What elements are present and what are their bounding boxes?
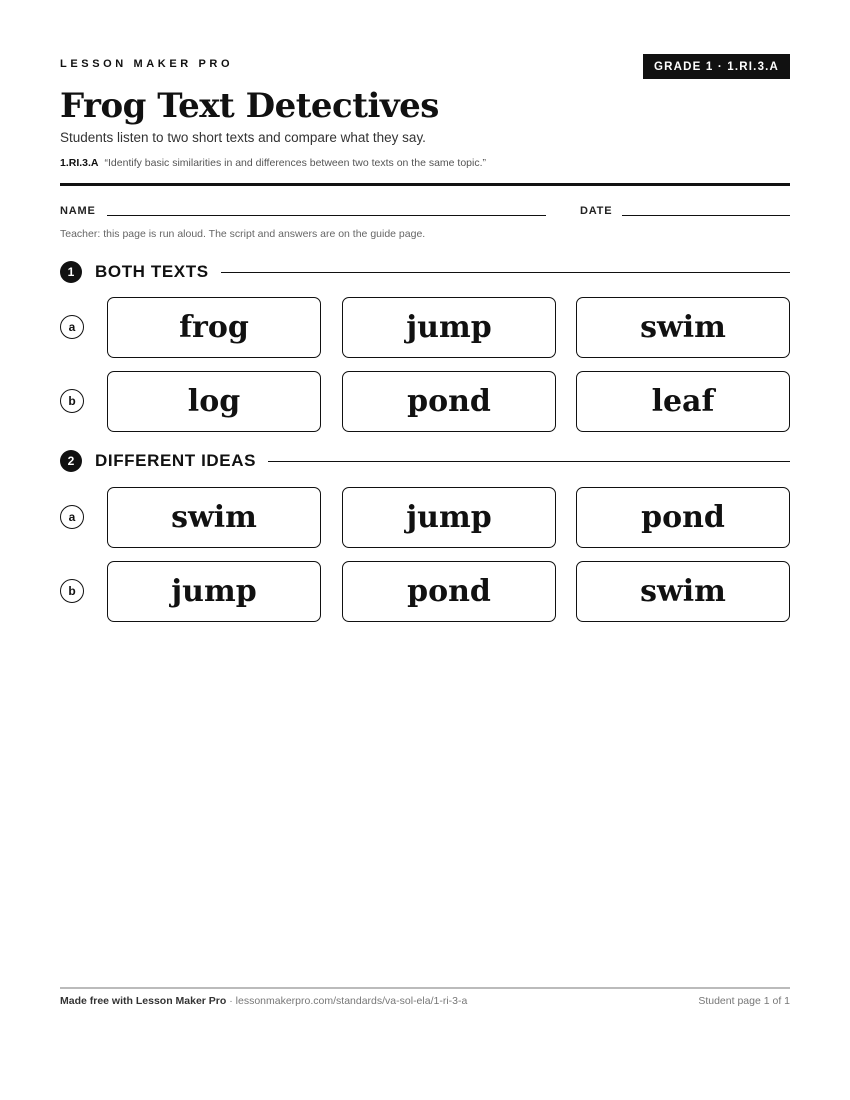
word-card[interactable]: frog: [107, 297, 321, 358]
footer-page-info: Student page 1 of 1: [698, 995, 790, 1007]
answer-row: [60, 297, 790, 359]
word-card[interactable]: pond: [342, 371, 556, 432]
grade-badge: GRADE 1 · 1.RI.3.A: [643, 54, 790, 79]
word-card[interactable]: jump: [342, 487, 556, 548]
section-number: 2: [60, 450, 82, 472]
section-divider: [221, 272, 790, 273]
word-card[interactable]: jump: [342, 297, 556, 358]
word-card[interactable]: pond: [576, 487, 790, 548]
section-different-ideas: [60, 449, 790, 473]
page-subtitle: Students listen to two short texts and compare what they say.: [60, 130, 426, 145]
date-field[interactable]: [622, 215, 790, 216]
row-letter-a: a: [60, 315, 84, 339]
worksheet-page: [60, 0, 790, 1100]
answer-row: [60, 561, 790, 623]
section-number: 1: [60, 261, 82, 283]
standard-line: [60, 157, 486, 169]
section-title: BOTH TEXTS: [95, 262, 209, 281]
date-label: DATE: [580, 205, 613, 217]
footer-divider: [60, 987, 790, 989]
brand-name: LESSON MAKER PRO: [60, 58, 234, 70]
section-title: DIFFERENT IDEAS: [95, 451, 257, 470]
page-title: Frog Text Detectives: [60, 86, 439, 126]
row-letter-b: b: [60, 389, 84, 413]
standard-code: 1.RI.3.A: [60, 157, 99, 169]
word-card[interactable]: swim: [107, 487, 321, 548]
footer-made-with: Made free with Lesson Maker Pro: [60, 995, 227, 1007]
teacher-note: Teacher: this page is run aloud. The script and answers are on the guide page.: [60, 228, 426, 240]
row-letter-a: a: [60, 505, 84, 529]
footer-credit: [60, 995, 467, 1007]
footer-url-link[interactable]: lessonmakerpro.com/standards/va-sol-ela/1-ri-3-a: [235, 995, 468, 1007]
word-card[interactable]: pond: [342, 561, 556, 622]
row-letter-b: b: [60, 579, 84, 603]
name-field[interactable]: [107, 215, 546, 216]
answer-row: [60, 371, 790, 433]
footer-separator: ·: [226, 995, 236, 1007]
answer-row: [60, 487, 790, 549]
standard-text: “Identify basic similarities in and differences between two texts on the same topic.”: [104, 157, 487, 169]
name-label: NAME: [60, 205, 96, 217]
section-both-texts: [60, 260, 790, 284]
word-card[interactable]: log: [107, 371, 321, 432]
section-divider: [268, 461, 790, 462]
word-card[interactable]: swim: [576, 561, 790, 622]
word-card[interactable]: jump: [107, 561, 321, 622]
word-card[interactable]: swim: [576, 297, 790, 358]
word-card[interactable]: leaf: [576, 371, 790, 432]
header-divider: [60, 183, 790, 186]
